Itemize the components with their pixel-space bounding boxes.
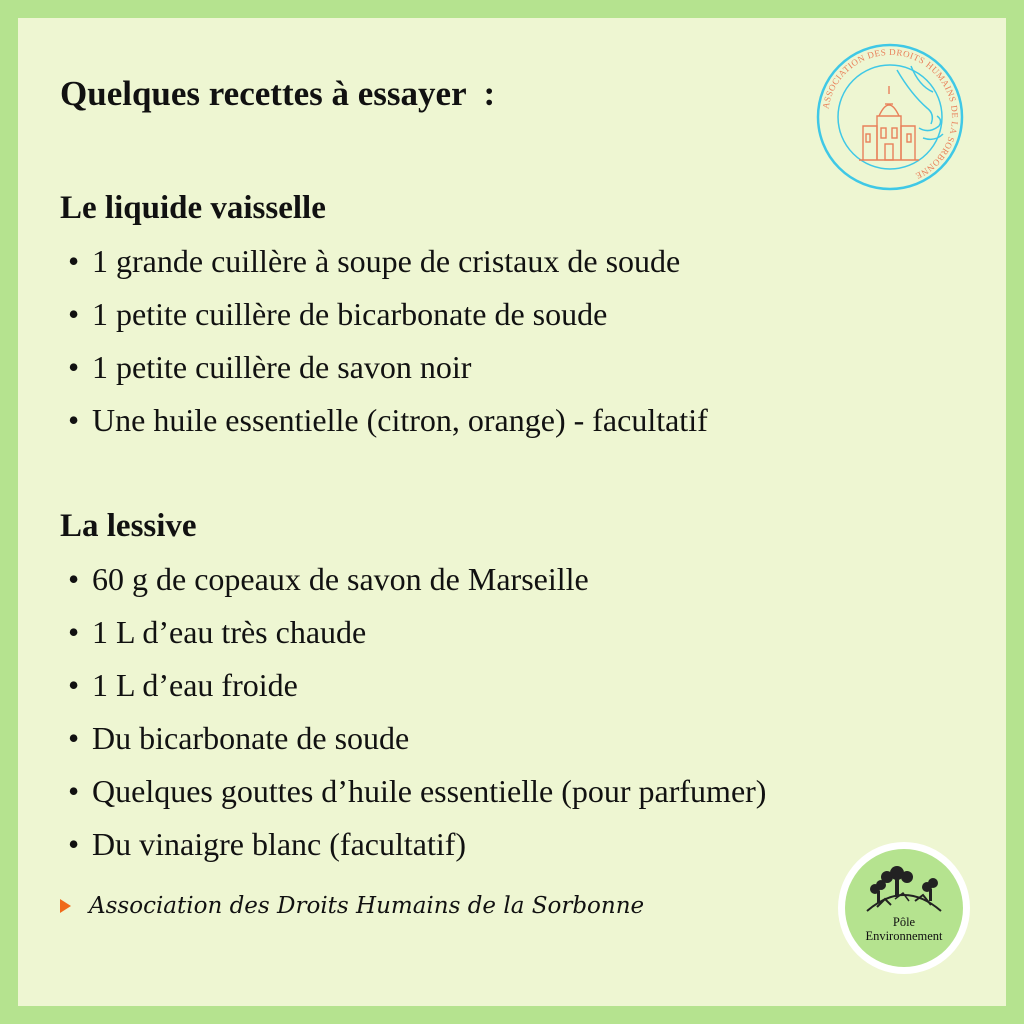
list-item-text: 1 grande cuillère à soupe de cristaux de soude [92,243,681,279]
bullet: • [68,720,80,756]
list-item-text: 60 g de copeaux de savon de Marseille [92,561,589,597]
association-logo-emblem [815,42,965,192]
list-item [68,553,766,606]
bullet: • [68,561,80,597]
bullet: • [68,243,80,279]
list-item [68,394,708,447]
list-item [68,712,766,765]
list-item-text: 1 L d’eau froide [92,667,298,703]
association-logo [815,42,965,192]
list-item-text: 1 petite cuillère de savon noir [92,349,472,385]
logo-ring-text: ASSOCIATION DES DROITS HUMAINS DE LA SORBONNE [820,46,961,182]
list-item [68,341,708,394]
environnement-label: Environnement [865,929,943,943]
list-item-text: Du bicarbonate de soude [92,720,410,756]
section-heading-dishwashing-liquid: Le liquide vaisselle [60,190,326,226]
list-item [68,765,766,818]
list-item [68,818,766,871]
footer [60,886,644,926]
list-item [68,235,708,288]
play-arrow-icon [60,899,71,913]
bullet: • [68,349,80,385]
trees-globe-icon [845,849,963,967]
bullet: • [68,667,80,703]
pole-label: Pôle [892,915,916,929]
page-title: Quelques recettes à essayer : [60,74,496,113]
pole-environnement-logo [838,842,970,974]
bullet: • [68,402,80,438]
bullet: • [68,614,80,650]
pole-environnement-badge [845,849,963,967]
list-item-text: Quelques gouttes d’huile essentielle (pour parfumer) [92,773,767,809]
footer-association-name: Association des Droits Humains de la Sorbonne [89,893,645,919]
bullet: • [68,296,80,332]
list-item [68,659,766,712]
list-item [68,606,766,659]
list-item-text: Une huile essentielle (citron, orange) - facultatif [92,402,708,438]
list-item-text: Du vinaigre blanc (facultatif) [92,826,467,862]
list-item [68,288,708,341]
section-heading-laundry: La lessive [60,508,197,544]
bullet: • [68,826,80,862]
bullet: • [68,773,80,809]
ingredient-list-laundry [68,553,766,871]
list-item-text: 1 petite cuillère de bicarbonate de soude [92,296,608,332]
list-item-text: 1 L d’eau très chaude [92,614,367,650]
ingredient-list-dishwashing [68,235,708,447]
